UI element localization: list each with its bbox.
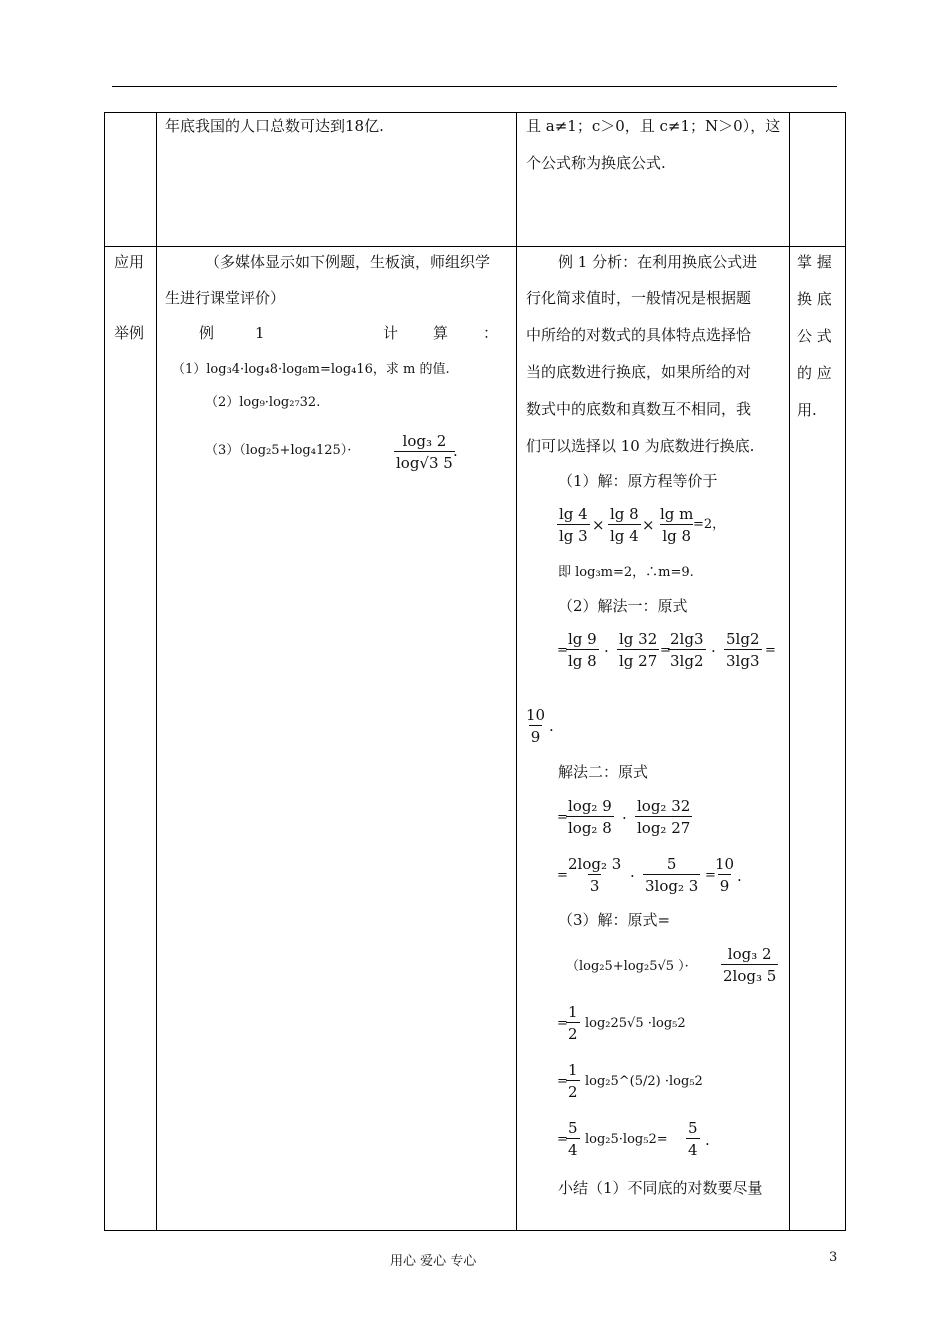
solution-step: （3）解：原式= (558, 911, 671, 929)
goal-line: 的 应 (797, 364, 832, 382)
dot-sign: · (622, 809, 627, 827)
fraction-denominator: 9 (529, 725, 543, 747)
fraction (643, 854, 700, 896)
fraction-denominator: 4 (566, 1138, 580, 1160)
fraction-numerator: 5lg2 (726, 630, 760, 648)
fraction-numerator: 2log₂ 3 (568, 855, 622, 873)
fraction (608, 504, 641, 546)
fraction-numerator: log₂ 32 (637, 797, 691, 815)
solution-step: 即 log₃m=2，∴m=9. (558, 565, 694, 580)
equals-sign: = (705, 868, 716, 883)
fraction (557, 504, 590, 546)
section-label-2: 举例 (114, 324, 145, 342)
fraction-denominator: lg 27 (617, 649, 659, 671)
times-sign: × (592, 516, 605, 534)
equals-sign: = (660, 643, 671, 658)
section-label-1: 应用 (114, 253, 145, 271)
equals-sign: = (557, 1074, 568, 1089)
analysis-line: 们可以选择以 10 为底数进行换底. (526, 437, 755, 455)
fraction-numerator: 1 (568, 1061, 578, 1079)
equals-sign: = (557, 868, 568, 883)
fraction-numerator: 5 (568, 1119, 578, 1137)
fraction (566, 854, 623, 896)
fraction-denominator: 3lg2 (668, 649, 706, 671)
fraction-denominator: 2log₃ 5 (721, 964, 778, 986)
fraction-denominator: 3 (588, 874, 602, 896)
fraction-numerator: 10 (526, 706, 546, 724)
teacher-note-1: （多媒体显示如下例题，生板演，师组织学 (205, 253, 491, 271)
analysis-line: 行化简求值时，一般情况是根据题 (526, 289, 752, 307)
goal-line: 掌 握 (797, 253, 832, 271)
question-3-fraction (394, 431, 455, 473)
period: . (705, 1131, 710, 1149)
fraction-denominator: 2 (566, 1080, 580, 1102)
equals-sign: = (557, 1132, 568, 1147)
page-number: 3 (829, 1250, 838, 1265)
fraction-numerator: 5 (688, 1119, 698, 1137)
solution-step: （1）解：原方程等价于 (558, 472, 718, 490)
dot-sign: · (711, 642, 716, 660)
fraction-denominator: lg 8 (660, 524, 693, 546)
example-char: ： (483, 324, 499, 342)
period: . (737, 867, 742, 885)
dot-sign: · (630, 867, 635, 885)
row-divider (105, 246, 845, 247)
fraction (566, 1118, 580, 1160)
fraction (713, 854, 736, 896)
fraction-numerator: 2lg3 (670, 630, 704, 648)
fraction (635, 796, 692, 838)
fraction (617, 629, 659, 671)
fraction (566, 629, 599, 671)
fraction-numerator: lg 9 (568, 630, 597, 648)
fraction-denominator: lg 8 (566, 649, 599, 671)
analysis-line: 例 1 分析：在利用换底公式进 (558, 253, 758, 271)
equals-sign: = (557, 810, 568, 825)
row1-right-line1: 且 a≠1；c＞0，且 c≠1；N＞0），这 (526, 117, 781, 135)
question-3-prefix: （3）（log₂5+log₄125）· (205, 443, 352, 458)
col-divider (789, 113, 790, 1230)
fraction (658, 504, 695, 546)
goal-line: 换 底 (797, 290, 832, 308)
footer-motto: 用心 爱心 专心 (390, 1254, 477, 1269)
fraction (566, 1060, 580, 1102)
fraction-numerator: log₃ 2 (727, 945, 772, 963)
fraction (566, 1002, 580, 1044)
equals-sign: = (557, 643, 568, 658)
fraction (524, 705, 547, 747)
fraction-denominator: log₂ 8 (566, 816, 614, 838)
question-2: （2）log₉·log₂₇32. (205, 395, 321, 410)
fraction-denominator: 9 (718, 874, 732, 896)
fraction-denominator: 2 (566, 1022, 580, 1044)
fraction-numerator: lg m (660, 505, 694, 523)
equals-sign: = (765, 643, 776, 658)
fraction-numerator: log₃ 2 (402, 432, 447, 450)
times-sign: × (642, 516, 655, 534)
equals-sign: = (557, 1016, 568, 1031)
fraction-numerator: 10 (715, 855, 735, 873)
fraction-denominator: 3log₂ 3 (643, 874, 700, 896)
analysis-line: 数式中的底数和真数互不相同，我 (526, 400, 752, 418)
row1-right-line2: 个公式称为换底公式. (526, 154, 666, 172)
example-char: 计 (383, 324, 399, 342)
dot-sign: · (604, 642, 609, 660)
analysis-line: 当的底数进行换底，如果所给的对 (526, 363, 752, 381)
fraction (668, 629, 706, 671)
solution-step: log₂5·log₅2= (585, 1132, 668, 1147)
analysis-line: 中所给的对数式的具体特点选择恰 (526, 326, 752, 344)
fraction-numerator: log₂ 9 (568, 797, 612, 815)
fraction-numerator: lg 32 (619, 630, 658, 648)
goal-line: 公 式 (797, 327, 832, 345)
fraction (686, 1118, 700, 1160)
fraction-numerator: lg 8 (610, 505, 639, 523)
solution-step: log₂5^(5/2) ·log₅2 (585, 1074, 703, 1089)
row1-left-text: 年底我国的人口总数可达到18亿. (165, 117, 384, 135)
fraction-denominator: lg 4 (608, 524, 641, 546)
teacher-note-2: 生进行课堂评价） (165, 289, 286, 307)
lesson-table (104, 112, 846, 1231)
question-3-suffix: . (453, 442, 458, 460)
solution-step: 解法二：原式 (558, 763, 649, 781)
fraction (566, 796, 614, 838)
header-rule (112, 86, 837, 87)
question-1: （1）log₃4·log₄8·log₈m=log₄16，求 m 的值. (172, 362, 450, 377)
fraction (721, 944, 778, 986)
col-divider (156, 113, 157, 1230)
solution-step: （2）解法一：原式 (558, 597, 688, 615)
summary-line: 小结（1）不同底的对数要尽量 (558, 1179, 763, 1197)
fraction-denominator: 3lg3 (724, 649, 762, 671)
goal-line: 用. (797, 401, 817, 419)
equation-end: =2， (693, 517, 726, 532)
fraction-numerator: lg 4 (559, 505, 588, 523)
fraction-numerator: 1 (568, 1003, 578, 1021)
example-char: 例 (199, 324, 215, 342)
fraction-denominator: lg 3 (557, 524, 590, 546)
period: . (549, 717, 554, 735)
col-divider (516, 113, 517, 1230)
fraction-denominator: log√3 5 (394, 451, 455, 473)
fraction (724, 629, 762, 671)
example-char: 算 (433, 324, 449, 342)
fraction-denominator: 4 (686, 1138, 700, 1160)
fraction-denominator: log₂ 27 (635, 816, 692, 838)
example-char: 1 (255, 324, 265, 342)
solution-step: （log₂5+log₂5√5 ）· (566, 959, 689, 974)
solution-step: log₂25√5 ·log₅2 (585, 1016, 686, 1031)
fraction-numerator: 5 (666, 855, 677, 873)
